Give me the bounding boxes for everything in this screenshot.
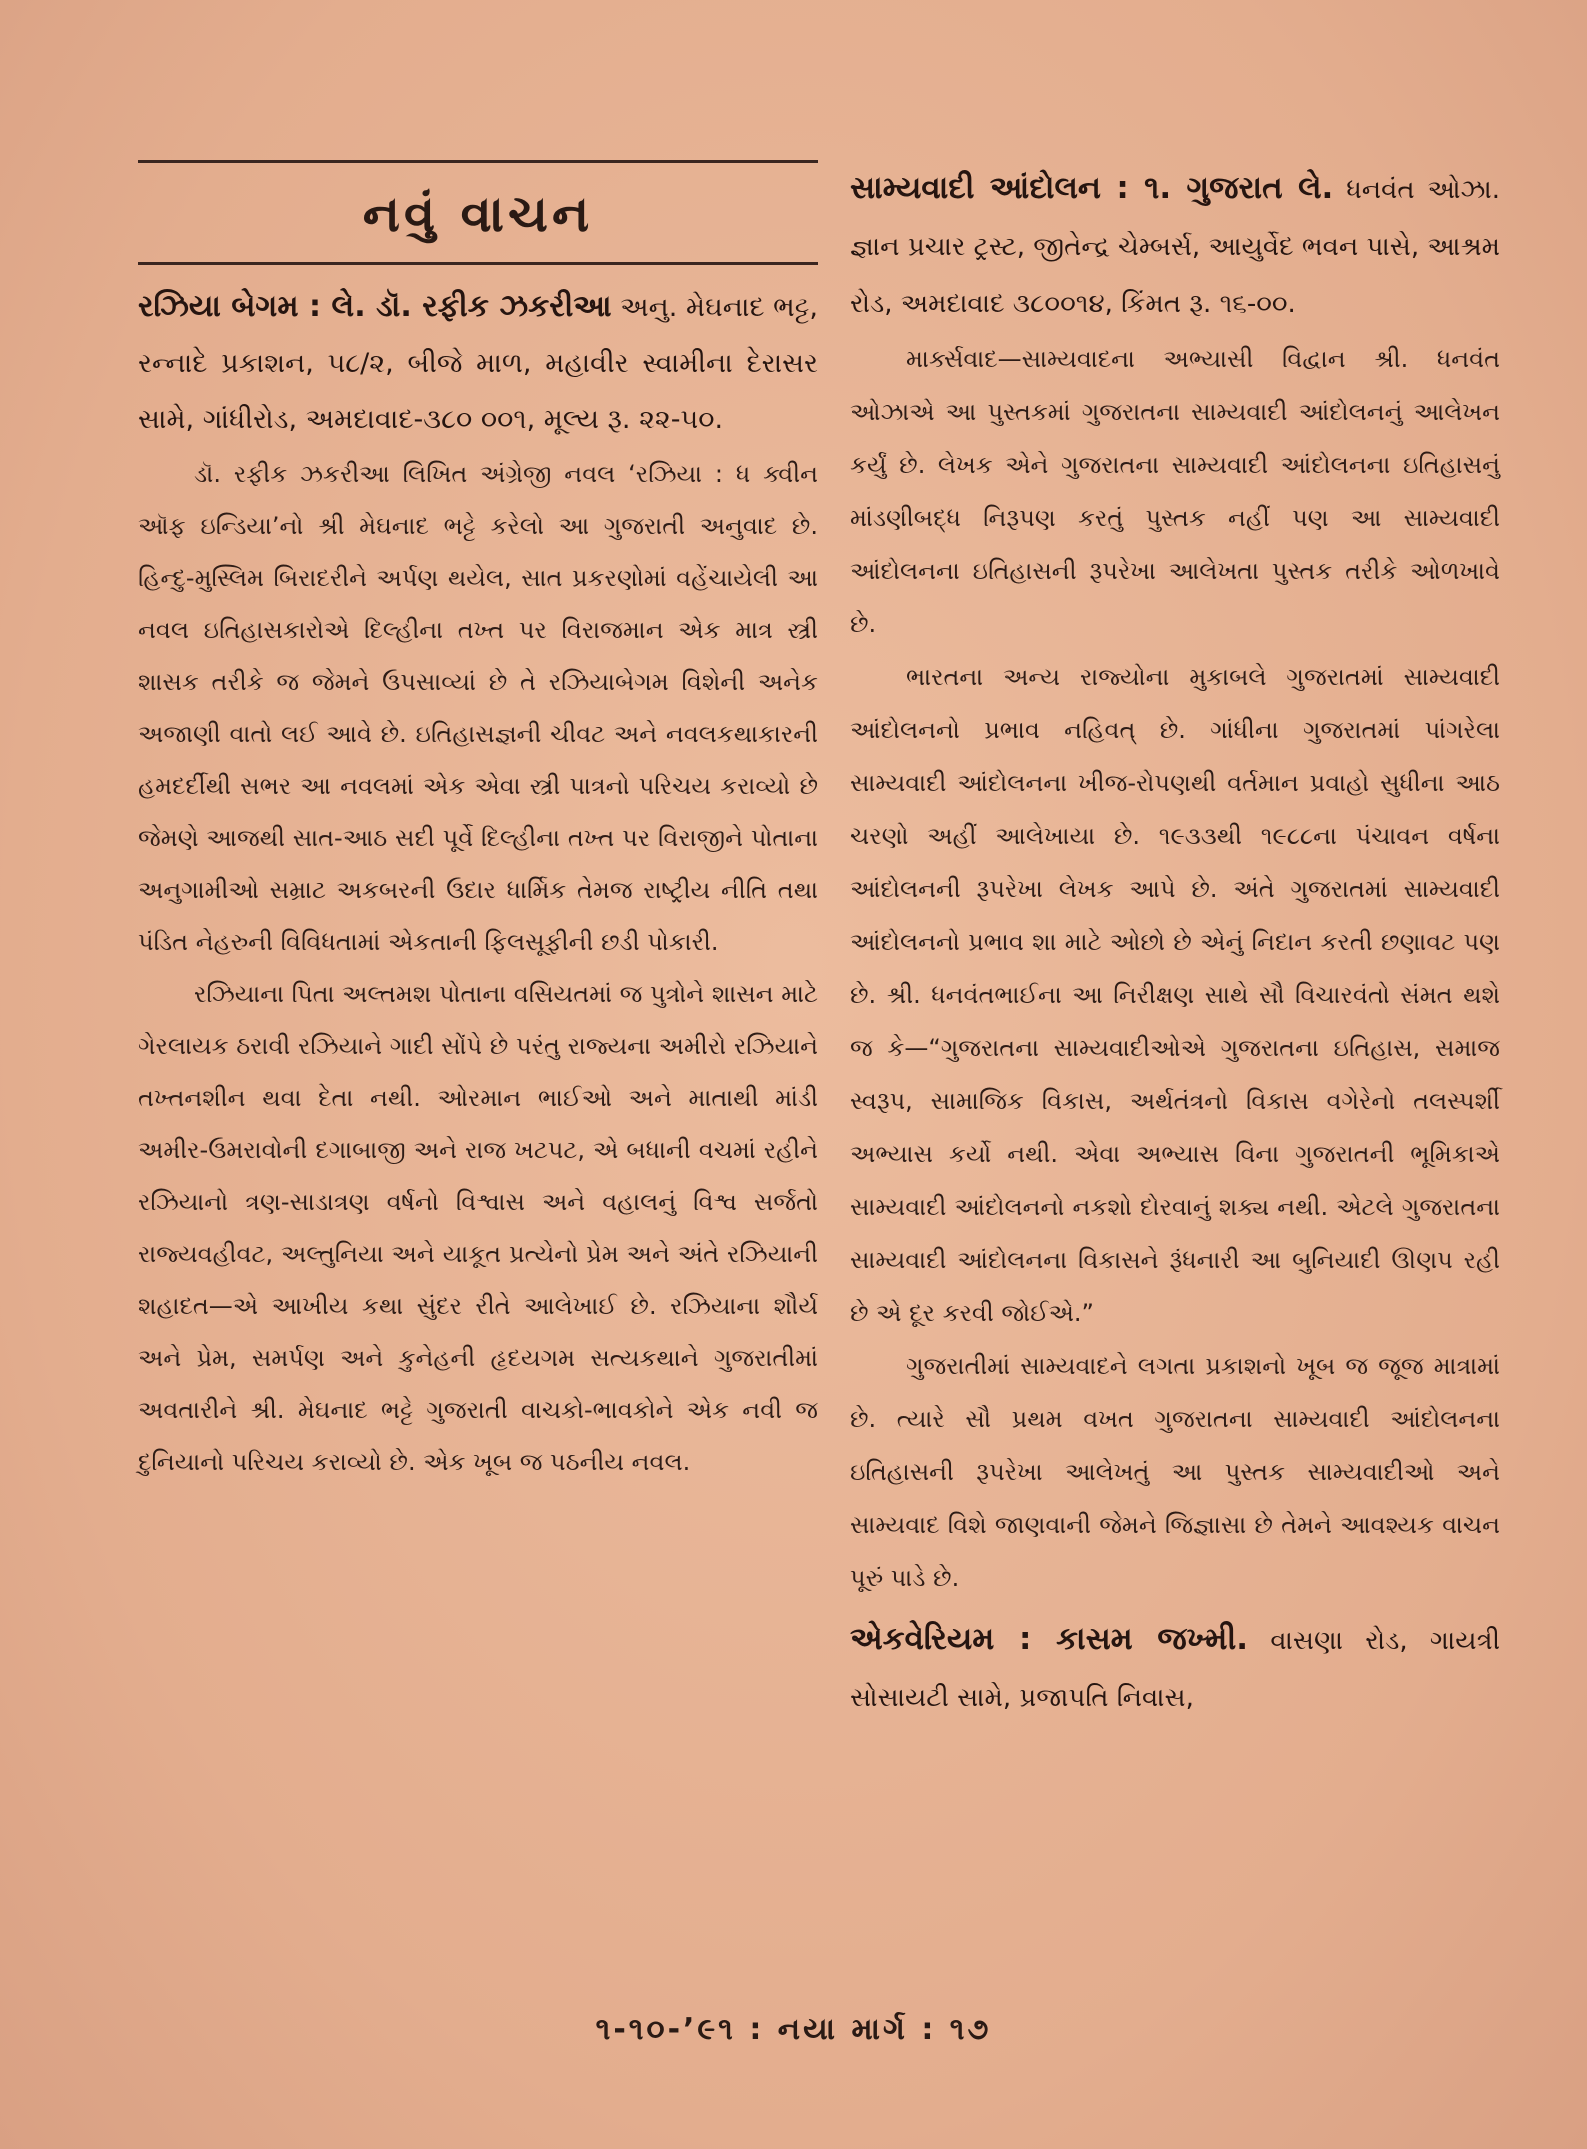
title-underline — [138, 262, 818, 265]
right-column — [850, 160, 1500, 1733]
review-paragraph: ડૉ. રફીક ઝકરીઆ લિખિત અંગ્રેજી નવલ ‘રઝિયા : ધ ક્વીન ઑફ ઇન્ડિયા’નો શ્રી મેઘનાદ ભટ્ટે કરેલો આ ગુજરાતી અનુવાદ છે. હિન્દુ-મુસ્લિમ બિરાદરીને અર્પણ થયેલ, સાત પ્રકરણોમાં વહેંચાયેલી આ નવલ ઇતિહાસકારોએ દિલ્હીના તખ્ત પર વિરાજમાન એક માત્ર સ્ત્રી શાસક તરીકે જ જેમને ઉપસાવ્યાં છે તે રઝિયાબેગમ વિશેની અનેક અજાણી વાતો લઈ આવે છે. ઇતિહાસજ્ઞની ચીવટ અને નવલકથાકારની હમદર્દીથી સભર આ નવલમાં એક એવા સ્ત્રી પાત્રનો પરિચય કરાવ્યો છે જેમણે આજથી સાત-આઠ સદી પૂર્વે દિલ્હીના તખ્ત પર વિરાજીને પોતાના અનુગામીઓ સમ્રાટ અકબરની ઉદાર ધાર્મિક તેમજ રાષ્ટ્રીય નીતિ તથા પંડિત નેહરુની વિવિધતામાં એકતાની ફિલસૂફીની છડી પોકારી. — [138, 460, 818, 956]
review-razia-begum — [138, 279, 818, 1488]
review-paragraph: ભારતના અન્ય રાજ્યોના મુકાબલે ગુજરાતમાં સામ્યવાદી આંદોલનનો પ્રભાવ નહિવત્ છે. ગાંધીના ગુજરાતમાં પાંગરેલા સામ્યવાદી આંદોલનના ખીજ-રોપણથી વર્તમાન પ્રવાહો સુધીના આઠ ચરણો અહીં આલેખાયા છે. ૧૯૩૩થી ૧૯૮૮ના પંચાવન વર્ષના આંદોલનની રૂપરેખા લેખક આપે છે. અંતે ગુજરાતમાં સામ્યવાદી આંદોલનનો પ્રભાવ શા માટે ઓછો છે એનું નિદાન કરતી છણાવટ પણ છે. શ્રી. ધનવંતભાઈના આ નિરીક્ષણ સાથે સૌ વિચારવંતો સંમત થશે જ કે—“ગુજરાતના સામ્યવાદીઓએ ગુજરાતના ઇતિહાસ, સમાજ સ્વરૂપ, સામાજિક વિકાસ, અર્થતંત્રનો વિકાસ વગેરેનો તલસ્પર્શી અભ્યાસ કર્યો નથી. એવા અભ્યાસ વિના ગુજરાતની ભૂમિકાએ સામ્યવાદી આંદોલનનો નકશો દોરવાનું શક્ય નથી. એટલે ગુજરાતના સામ્યવાદી આંદોલનના વિકાસને રૂંધનારી આ બુનિયાદી ઊણપ રહી છે એ દૂર કરવી જોઈએ.” — [850, 663, 1500, 1327]
review-body — [850, 333, 1500, 1605]
review-title: રઝિયા બેગમ : લે. ડૉ. રફીક ઝકરીઆ — [138, 289, 612, 324]
review-heading — [850, 160, 1500, 333]
review-body — [138, 448, 818, 1488]
review-paragraph: માર્ક્સવાદ—સામ્યવાદના અભ્યાસી વિદ્વાન શ્રી. ધનવંત ઓઝાએ આ પુસ્તકમાં ગુજરાતના સામ્યવાદી આંદોલનનું આલેખન કર્યું છે. લેખક એને ગુજરાતના સામ્યવાદી આંદોલનના ઇતિહાસનું માંડણીબદ્ધ નિરૂપણ કરતું પુસ્તક નહીં પણ આ સામ્યવાદી આંદોલનના ઇતિહાસની રૂપરેખા આલેખતા પુસ્તક તરીકે ઓળખાવે છે. — [850, 345, 1500, 638]
review-paragraph: રઝિયાના પિતા અલ્તમશ પોતાના વસિયતમાં જ પુત્રોને શાસન માટે ગેરલાયક ઠરાવી રઝિયાને ગાદી સોંપે છે પરંતુ રાજ્યના અમીરો રઝિયાને તખ્તનશીન થવા દેતા નથી. ઓરમાન ભાઈઓ અને માતાથી માંડી અમીર-ઉમરાવોની દગાબાજી અને રાજ ખટપટ, એ બધાની વચમાં રહીને રઝિયાનો ત્રણ-સાડાત્રણ વર્ષનો વિશ્વાસ અને વહાલનું વિશ્વ સર્જતો રાજ્યવહીવટ, અલ્તુનિયા અને યાકૂત પ્રત્યેનો પ્રેમ અને અંતે રઝિયાની શહાદત—એ આખીય કથા સુંદર રીતે આલેખાઈ છે. રઝિયાના શૌર્ય અને પ્રેમ, સમર્પણ અને કુનેહની હૃદયગમ સત્યકથાને ગુજરાતીમાં અવતારીને શ્રી. મેઘનાદ ભટ્ટે ગુજરાતી વાચકો-ભાવકોને એક નવી જ દુનિયાનો પરિચય કરાવ્યો છે. એક ખૂબ જ પઠનીય નવલ. — [138, 980, 818, 1476]
review-publication-info: ધનવંત ઓઝા. જ્ઞાન પ્રચાર ટ્રસ્ટ, જીતેન્દ્ર ચેમ્બર્સ, આયુર્વેદ ભવન પાસે, આશ્રમ રોડ, અમદાવાદ ૩૮૦૦૧૪, કિંમત રૂ. ૧૬-૦૦. — [850, 175, 1500, 319]
review-heading — [850, 1611, 1500, 1727]
review-publication-info: વાસણા રોડ, ગાયત્રી સોસાયટી સામે, પ્રજાપતિ નિવાસ, — [850, 1626, 1501, 1713]
left-column — [138, 160, 818, 1494]
review-heading — [138, 279, 818, 448]
review-aquarium — [850, 1611, 1500, 1727]
review-title: એકવેરિયમ : કાસમ જખ્મી. — [850, 1621, 1249, 1657]
section-title: નવું વાચન — [362, 185, 594, 243]
review-paragraph: ગુજરાતીમાં સામ્યવાદને લગતા પ્રકાશનો ખૂબ જ જૂજ માત્રામાં છે. ત્યારે સૌ પ્રથમ વખત ગુજરાતના સામ્યવાદી આંદોલનના ઇતિહાસની રૂપરેખા આલેખતું આ પુસ્તક સામ્યવાદીઓ અને સામ્યવાદ વિશે જાણવાની જેમને જિજ્ઞાસા છે તેમને આવશ્યક વાચન પૂરું પાડે છે. — [850, 1352, 1500, 1592]
review-samyavadi-andolan — [850, 160, 1500, 1605]
review-publication-info: અનુ. મેઘનાદ ભટ્ટ, રન્નાદે પ્રકાશન, ૫૮/૨, બીજે માળ, મહાવીર સ્વામીના દેરાસર સામે, ગાંધીરોડ, અમદાવાદ-૩૮૦ ૦૦૧, મૂલ્ય રૂ. ૨૨-૫૦. — [138, 292, 818, 435]
page-footer: ૧-૧૦-’૯૧ : નયા માર્ગ : ૧૭ — [595, 2012, 992, 2047]
top-rule — [138, 160, 818, 163]
review-title: સામ્યવાદી આંદોલન : ૧. ગુજરાત લે. — [850, 170, 1334, 206]
